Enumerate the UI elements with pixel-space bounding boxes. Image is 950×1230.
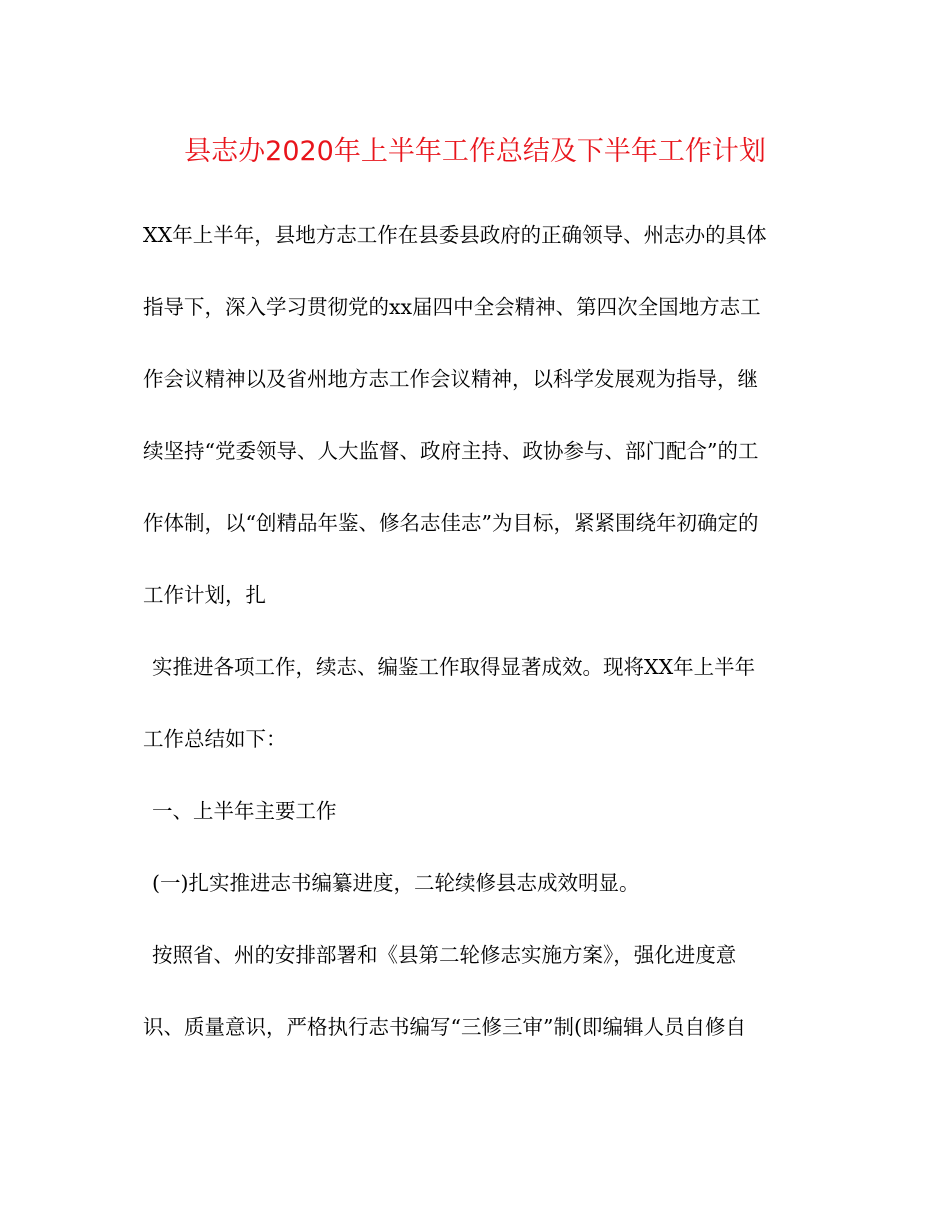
body-line-1: XX年上半年，县地方志工作在县委县政府的正确领导、州志办的具体	[143, 223, 767, 247]
body-line-4: 续坚持“党委领导、人大监督、政府主持、政协参与、部门配合”的工	[143, 439, 759, 463]
body-line-5: 作体制，以“创精品年鉴、修名志佳志”为目标，紧紧围绕年初确定的	[143, 511, 759, 535]
document-title: 县志办2020年上半年工作总结及下半年工作计划	[184, 136, 766, 167]
body-line-8: 工作总结如下：	[143, 727, 287, 751]
subsection-heading-1: (一)扎实推进志书编纂进度，二轮续修县志成效明显。	[152, 871, 640, 895]
body-line-11: 按照省、州的安排部署和《县第二轮修志实施方案》，强化进度意	[152, 943, 737, 967]
body-line-12: 识、质量意识，严格执行志书编写“三修三审”制(即编辑人员自修自	[143, 1015, 746, 1039]
body-line-7: 实推进各项工作，续志、编鉴工作取得显著成效。现将XX年上半年	[152, 655, 756, 679]
body-line-6: 工作计划，扎	[143, 583, 266, 607]
body-line-3: 作会议精神以及省州地方志工作会议精神，以科学发展观为指导，继	[143, 367, 758, 391]
body-line-2: 指导下，深入学习贯彻党的xx届四中全会精神、第四次全国地方志工	[143, 295, 761, 319]
section-heading-1: 一、上半年主要工作	[152, 799, 337, 823]
